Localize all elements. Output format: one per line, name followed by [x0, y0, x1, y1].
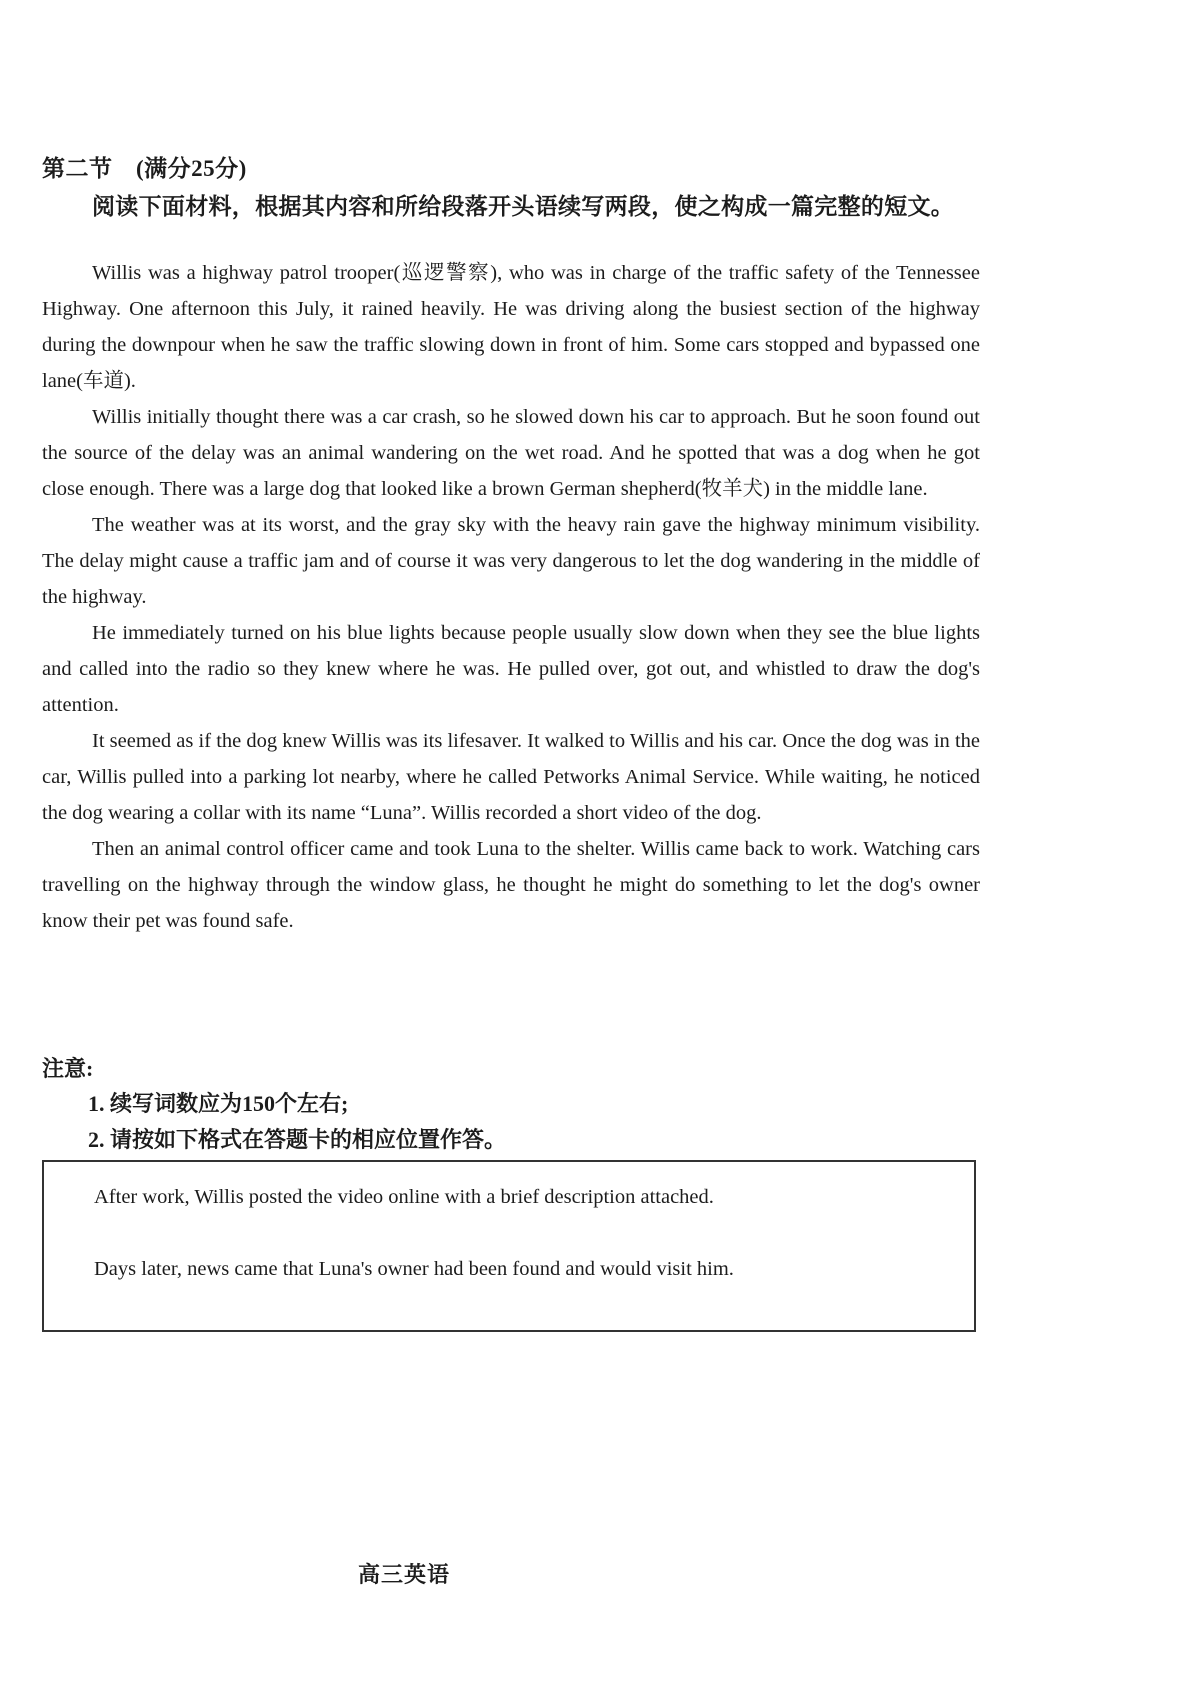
- notes-title: 注意:: [42, 1056, 94, 1081]
- passage-paragraph-1: Willis was a highway patrol trooper(巡逻警察), who was in charge of the traffic safety of the Tennessee Highway. One afternoon this July, it rained heavily. He was driving along the busiest section of the highway during the downpour when he saw the traffic slowing down in front of him. Some cars stopped and bypassed one lane(车道).: [42, 262, 980, 392]
- passage-paragraph-5: It seemed as if the dog knew Willis was its lifesaver. It walked to Willis and his car. Once the dog was in the car, Willis pulled into a parking lot nearby, where he called Petworks Animal Service. While waiting, he noticed the dog wearing a collar with its name “Luna”. Willis recorded a short video of the dog.: [42, 730, 980, 824]
- passage-paragraph-6: Then an animal control officer came and took Luna to the shelter. Willis came back to work. Watching cars travelling on the highway through the window glass, he thought he might do something to let the dog's owner know their pet was found safe.: [42, 838, 980, 932]
- footer-label: 高三英语: [357, 1562, 450, 1587]
- page-footer: [0, 1558, 1200, 1589]
- section-heading: 第二节 (满分25分): [42, 156, 247, 181]
- notes-item-word-count: 1. 续写词数应为150个左右;: [88, 1091, 349, 1116]
- passage-paragraph-2: Willis initially thought there was a car crash, so he slowed down his car to approach. But he soon found out the source of the delay was an animal wandering on the wet road. And he spotted that was a dog when he got close enough. There was a large dog that looked like a brown German shepherd(牧羊犬) in the middle lane.: [42, 406, 980, 500]
- reading-passage: [42, 255, 980, 939]
- passage-paragraph-4: He immediately turned on his blue lights because people usually slow down when they see the blue lights and called into the radio so they knew where he was. He pulled over, got out, and whistled to draw the dog's attention.: [42, 622, 980, 716]
- notes-section: [42, 1052, 942, 1158]
- notes-item-format: 2. 请按如下格式在答题卡的相应位置作答。: [88, 1127, 507, 1152]
- paragraph-opener-2: Days later, news came that Luna's owner had been found and would visit him.: [94, 1258, 734, 1280]
- passage-paragraph-3: The weather was at its worst, and the gray sky with the heavy rain gave the highway minimum visibility. The delay might cause a traffic jam and of course it was very dangerous to let the dog wandering in the middle of the highway.: [42, 514, 980, 608]
- answer-format-box: [42, 1160, 976, 1332]
- paragraph-opener-1: After work, Willis posted the video online with a brief description attached.: [94, 1186, 714, 1208]
- section-instruction: 阅读下面材料，根据其内容和所给段落开头语续写两段，使之构成一篇完整的短文。: [92, 194, 955, 219]
